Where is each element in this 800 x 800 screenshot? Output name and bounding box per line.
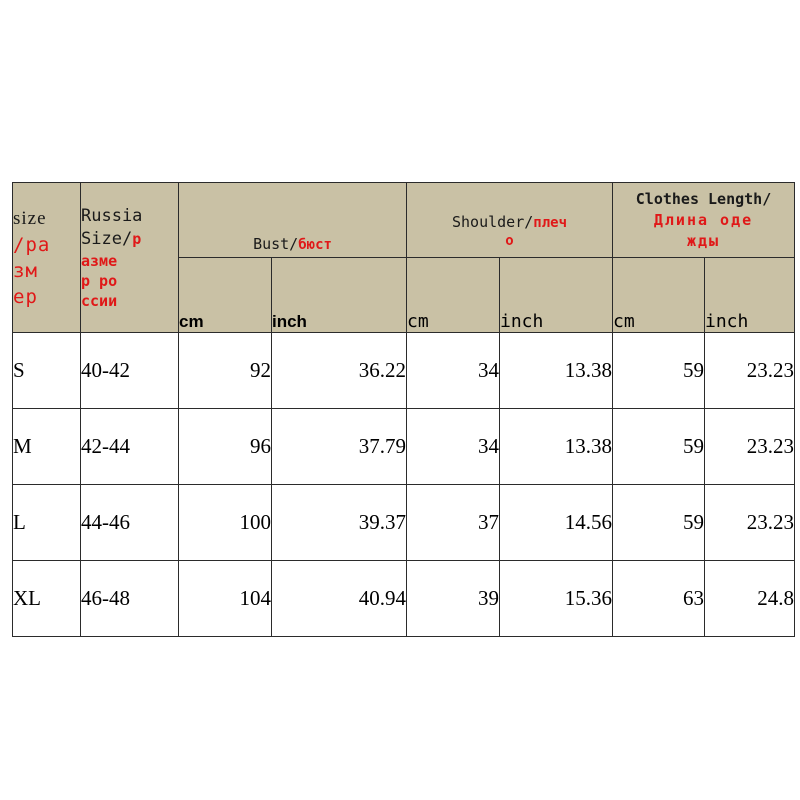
bust-inch-cell: 36.22 <box>272 333 407 409</box>
russia-size-cell: 46-48 <box>81 561 179 637</box>
shoulder-cm-cell: 34 <box>407 409 500 485</box>
bust-inch-cell: 39.37 <box>272 485 407 561</box>
header-russia-en-2: Size/ <box>81 228 133 249</box>
size-cell: L <box>13 485 81 561</box>
bust-cm-cell: 104 <box>179 561 272 637</box>
length-cm-cell: 59 <box>613 333 705 409</box>
length-inch-cell: 23.23 <box>705 409 795 485</box>
russia-size-cell: 40-42 <box>81 333 179 409</box>
shoulder-inch-cell: 13.38 <box>500 333 613 409</box>
header-shoulder <box>407 183 613 258</box>
length-inch-cell: 24.8 <box>705 561 795 637</box>
header-clothes-cm: cm <box>613 258 705 333</box>
length-cm-cell: 59 <box>613 485 705 561</box>
header-size-en: size <box>13 207 47 229</box>
header-clothes-en: Clothes Length/ <box>635 190 772 208</box>
header-size-ru-3: ер <box>13 285 38 308</box>
header-clothes-inch: inch <box>705 258 795 333</box>
size-chart-table <box>12 182 795 637</box>
shoulder-inch-cell: 14.56 <box>500 485 613 561</box>
header-shoulder-cm: cm <box>407 258 500 333</box>
header-bust-en: Bust/ <box>253 235 299 253</box>
header-russia-ru-4: ссии <box>81 291 118 310</box>
russia-size-cell: 42-44 <box>81 409 179 485</box>
header-shoulder-inch: inch <box>500 258 613 333</box>
header-shoulder-ru-1: плеч <box>533 215 567 231</box>
length-cm-cell: 59 <box>613 409 705 485</box>
table-row <box>13 409 795 485</box>
header-clothes-ru-1: Длина оде <box>653 211 754 229</box>
header-clothes-length <box>613 183 795 258</box>
header-russia-ru-2: азме <box>81 251 118 270</box>
header-russia-ru-3: р ро <box>81 271 118 290</box>
bust-inch-cell: 40.94 <box>272 561 407 637</box>
header-size-ru-1: /ра <box>13 233 51 256</box>
header-russia-en-1: Russia <box>81 205 143 226</box>
header-bust <box>179 183 407 258</box>
length-cm-cell: 63 <box>613 561 705 637</box>
bust-inch-cell: 37.79 <box>272 409 407 485</box>
header-russia-ru-1: р <box>132 229 142 248</box>
header-clothes-ru-2: жды <box>686 232 721 250</box>
shoulder-cm-cell: 34 <box>407 333 500 409</box>
size-cell: XL <box>13 561 81 637</box>
shoulder-cm-cell: 37 <box>407 485 500 561</box>
length-inch-cell: 23.23 <box>705 485 795 561</box>
header-row-top <box>13 183 795 258</box>
table-row <box>13 485 795 561</box>
shoulder-cm-cell: 39 <box>407 561 500 637</box>
table-row <box>13 561 795 637</box>
shoulder-inch-cell: 13.38 <box>500 409 613 485</box>
header-size-ru-2: зм <box>13 259 38 282</box>
length-inch-cell: 23.23 <box>705 333 795 409</box>
header-size <box>13 183 81 333</box>
bust-cm-cell: 96 <box>179 409 272 485</box>
header-russia-size <box>81 183 179 333</box>
header-bust-inch: inch <box>272 258 407 333</box>
table-row <box>13 333 795 409</box>
bust-cm-cell: 92 <box>179 333 272 409</box>
shoulder-inch-cell: 15.36 <box>500 561 613 637</box>
bust-cm-cell: 100 <box>179 485 272 561</box>
header-bust-cm: cm <box>179 258 272 333</box>
header-shoulder-en: Shoulder/ <box>452 213 534 231</box>
russia-size-cell: 44-46 <box>81 485 179 561</box>
header-shoulder-ru-2: о <box>505 233 514 249</box>
size-cell: S <box>13 333 81 409</box>
size-cell: M <box>13 409 81 485</box>
header-bust-ru: бюст <box>298 237 332 253</box>
